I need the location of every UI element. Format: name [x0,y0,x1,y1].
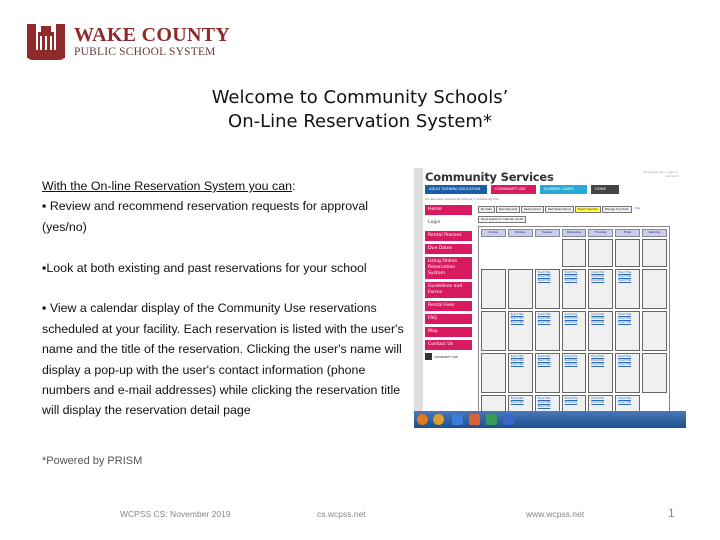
site-title: Community Services [425,170,554,184]
tab-help: Help [634,207,641,210]
slide-title [0,86,720,134]
excel-icon [486,414,497,425]
side-rental-process: Rental Process [425,231,472,241]
chrome-icon [433,414,444,425]
feature-heading: With the On-line Reservation System you can [42,179,292,193]
logo-subtitle: PUBLIC SCHOOL SYSTEM [74,46,216,59]
tab-reservations: Reservations [521,206,544,213]
side-map: Map [425,327,472,337]
windows-taskbar [414,411,686,428]
side-login: Login [425,218,472,228]
calendar-cell: Event Title Event Title [588,395,613,428]
title-line-2: On-Line Reservation System* [228,111,492,132]
side-home: Home [425,205,472,215]
side-rental-fees: Rental Fees [425,301,472,311]
start-button-icon [417,414,428,425]
day-sun: Sunday [481,229,506,237]
nav-home: HOME [591,185,619,194]
powerpoint-icon [469,414,480,425]
feature-list [42,176,407,421]
calendar-cell: Event Title Event Title Event Title [588,353,613,393]
tab-my-data: My Data [478,206,495,213]
footer-wcpss-link: www.wcpss.net [526,509,585,519]
calendar-cell [642,269,667,309]
side-faq: FAQ [425,314,472,324]
side-due-dates: Due Dates [425,244,472,254]
cu-logo-icon [425,353,432,360]
tab-event-calendar: Event Calendar [575,206,601,213]
community-services-screenshot [414,168,686,428]
calendar-cell [481,239,506,267]
calendar-cell: Event Title Event Title Event Title [588,269,613,309]
calendar-cell: Event Title Event Title Event Title [588,311,613,351]
page-number: 1 [668,506,675,520]
side-contact: Contact Us [425,340,472,350]
footer-date: WCPSS CS: November 2019 [120,509,231,519]
side-guidelines: Guidelines and Forms [425,282,472,298]
side-using-online: Using Online Reservation System [425,257,472,279]
calendar-cell: Event Title Event Title Event Title [562,353,587,393]
calendar-cell [615,239,640,267]
top-right-links: Shopping Cart | Sign In Account [643,170,678,178]
site-nav [425,185,619,194]
tab-new-requests: New Requests [496,206,520,213]
calendar-cell: Event Title Event Title Event Title [562,269,587,309]
calendar-cell: Event Title Event Title [508,395,533,428]
calendar-cell [481,311,506,351]
calendar-cell: Event Title Event Title Event Title [508,311,533,351]
day-sat: Saturday [642,229,667,237]
day-fri: Friday [615,229,640,237]
title-line-1: Welcome to Community Schools’ [211,87,509,108]
logo-title: WAKE COUNTY [74,24,231,47]
calendar-cell [588,239,613,267]
calendar-cell [642,311,667,351]
bullet-look: ▪Look at both existing and past reservations for your school [42,260,367,275]
building-logo-icon [26,22,66,62]
event-calendar [478,226,670,428]
calendar-cell [481,269,506,309]
powered-by-note: *Powered by PRISM [42,455,143,467]
tab-manage-data: Manage Your Data [602,206,632,213]
calendar-cell: Event Title Event Title Event Title [508,353,533,393]
footer-cs-link: cs.wcpss.net [317,509,366,519]
word-icon [503,414,514,425]
screenshot-left-bar [414,168,423,411]
site-sidebar [425,205,472,363]
tab-past-reservations: Past Reservations [545,206,574,213]
calendar-cell: Event Title Event Title Event Title [615,353,640,393]
outlook-icon [452,414,463,425]
community-use-logo: COMMUNITY USE [425,353,472,360]
bullet-review: ▪ Review and recommend reservation requests for approval (yes/no) [42,199,369,234]
calendar-cell: Event Title Event Title Event Title [615,269,640,309]
calendar-grid [479,239,669,428]
calendar-cell: Event Title Event Title Event Title [535,353,560,393]
calendar-cell [508,239,533,267]
calendar-cell [535,239,560,267]
site-breadcrumb: You are here: Community Schools > Community Use [425,197,499,201]
day-wed: Wednesday [562,229,587,237]
calendar-cell [562,239,587,267]
heading-colon: : [292,179,296,193]
calendar-cell [481,353,506,393]
calendar-cell [642,239,667,267]
day-tue: Tuesday [535,229,560,237]
nav-summer-camps: SUMMER CAMPS [540,185,587,194]
calendar-cell [642,353,667,393]
nav-adult-education: ADULT EVENING EDUCATION [425,185,487,194]
calendar-cell: Event Title Event Title [615,395,640,428]
day-thu: Thursday [588,229,613,237]
calendar-cell: Event Title Event Title Event Title [535,311,560,351]
bullet-calendar: ▪ View a calendar display of the Community Use reservations scheduled at your facility. Each reservation is listed with the user's name and the title of the reservation. Clicking the user's name will display a pop-up with the user's contact information (phone numbers and e-mail addresses) while clicking the reservation title will display the reservation detail page [42,301,404,418]
day-mon: Monday [508,229,533,237]
calendar-cell: Event Title Event Title Event Title [615,311,640,351]
calendar-header [479,227,669,239]
calendar-cell: Event Title Event Title Event Title [562,311,587,351]
calendar-cell: Event Title Event Title Event Title [535,269,560,309]
calendar-cell: Event Title Event Title [562,395,587,428]
wcpss-logo [26,20,230,64]
calendar-cell: Event Title Event Title Event Title [535,395,560,428]
site-tabs [478,206,642,213]
calendar-filter: Show events for calendar month [478,216,526,223]
nav-community-use: COMMUNITY USE [491,185,536,194]
calendar-cell [508,269,533,309]
